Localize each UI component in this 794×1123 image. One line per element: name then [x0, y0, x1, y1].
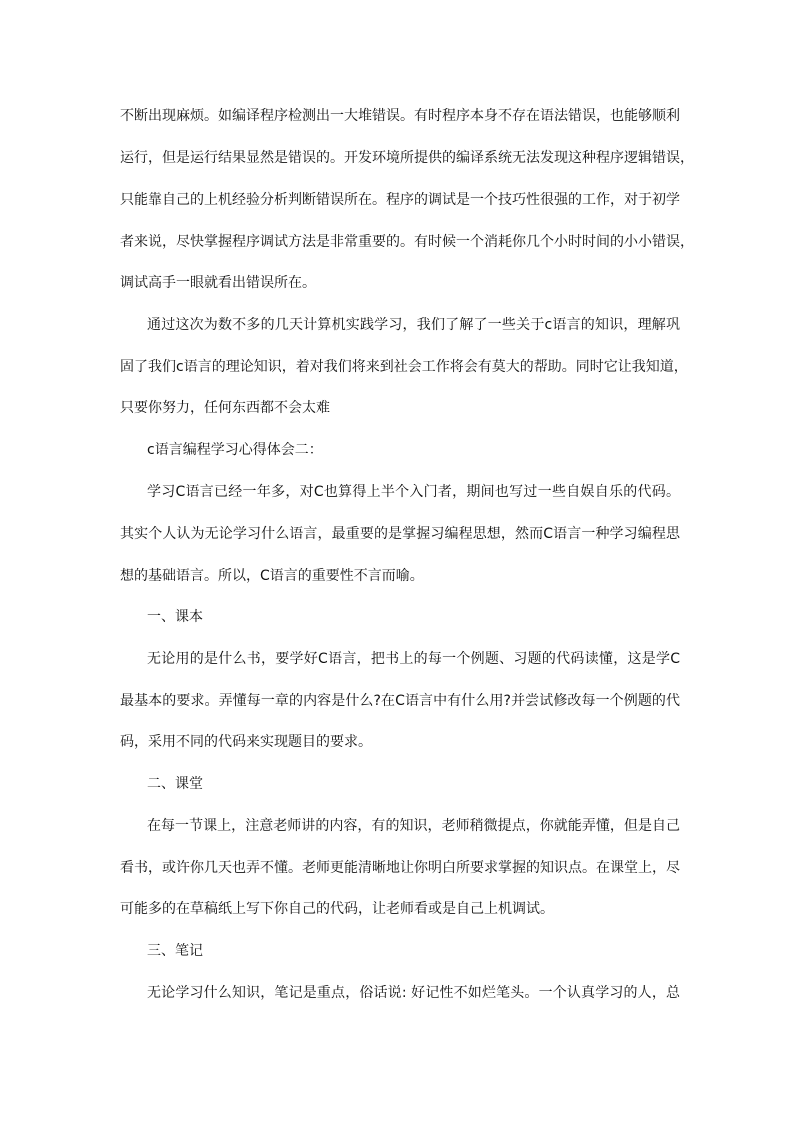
paragraph-line: 只要你努力，任何东西都不会太难: [120, 400, 330, 416]
paragraph-line: 不断出现麻烦。如编译程序检测出一大堆错误。有时程序本身不存在语法错误，也能够顺利: [120, 108, 680, 124]
paragraph-line: 最基本的要求。弄懂每一章的内容是什么?在C语言中有什么用?并尝试修改每一个例题的代: [120, 693, 680, 709]
section-heading: 三、笔记: [147, 943, 203, 959]
paragraph-line: 无论用的是什么书，要学好C语言，把书上的每一个例题、习题的代码读懂，这是学C: [147, 651, 680, 667]
paragraph-line: 学习C语言已经一年多，对C也算得上半个入门者，期间也写过一些自娱自乐的代码。: [147, 484, 680, 500]
paragraph-line: 者来说，尽快掌握程序调试方法是非常重要的。有时候一个消耗你几个小时时间的小小错误，: [120, 234, 694, 250]
section-heading: 一、课本: [147, 609, 203, 625]
paragraph-line: 通过这次为数不多的几天计算机实践学习，我们了解了一些关于c语言的知识，理解巩: [147, 317, 680, 333]
section-heading: c语言编程学习心得体会二：: [147, 442, 323, 458]
paragraph-line: 想的基础语言。所以，C语言的重要性不言而喻。: [120, 568, 424, 584]
paragraph-line: 其实个人认为无论学习什么语言，最重要的是掌握习编程思想，然而C语言一种学习编程思: [120, 526, 680, 542]
section-heading: 二、课堂: [147, 776, 203, 792]
paragraph-line: 运行，但是运行结果显然是错误的。开发环境所提供的编译系统无法发现这种程序逻辑错误，: [120, 150, 694, 166]
paragraph-line: 无论学习什么知识，笔记是重点，俗话说: 好记性不如烂笔头。一个认真学习的人，总: [147, 985, 680, 1001]
paragraph-line: 调试高手一眼就看出错误所在。: [120, 275, 316, 291]
paragraph-line: 看书，或许你几天也弄不懂。老师更能清晰地让你明白所要求掌握的知识点。在课堂上，尽: [120, 860, 680, 876]
paragraph-line: 固了我们c语言的理论知识，着对我们将来到社会工作将会有莫大的帮助。同时它让我知道，: [120, 359, 688, 375]
paragraph-line: 可能多的在草稿纸上写下你自己的代码，让老师看或是自己上机调试。: [120, 901, 554, 917]
paragraph-line: 只能靠自己的上机经验分析判断错误所在。程序的调试是一个技巧性很强的工作，对于初学: [120, 192, 680, 208]
paragraph-line: 在每一节课上，注意老师讲的内容，有的知识，老师稍微提点，你就能弄懂，但是自己: [147, 818, 680, 834]
paragraph-line: 码，采用不同的代码来实现题目的要求。: [120, 734, 372, 750]
